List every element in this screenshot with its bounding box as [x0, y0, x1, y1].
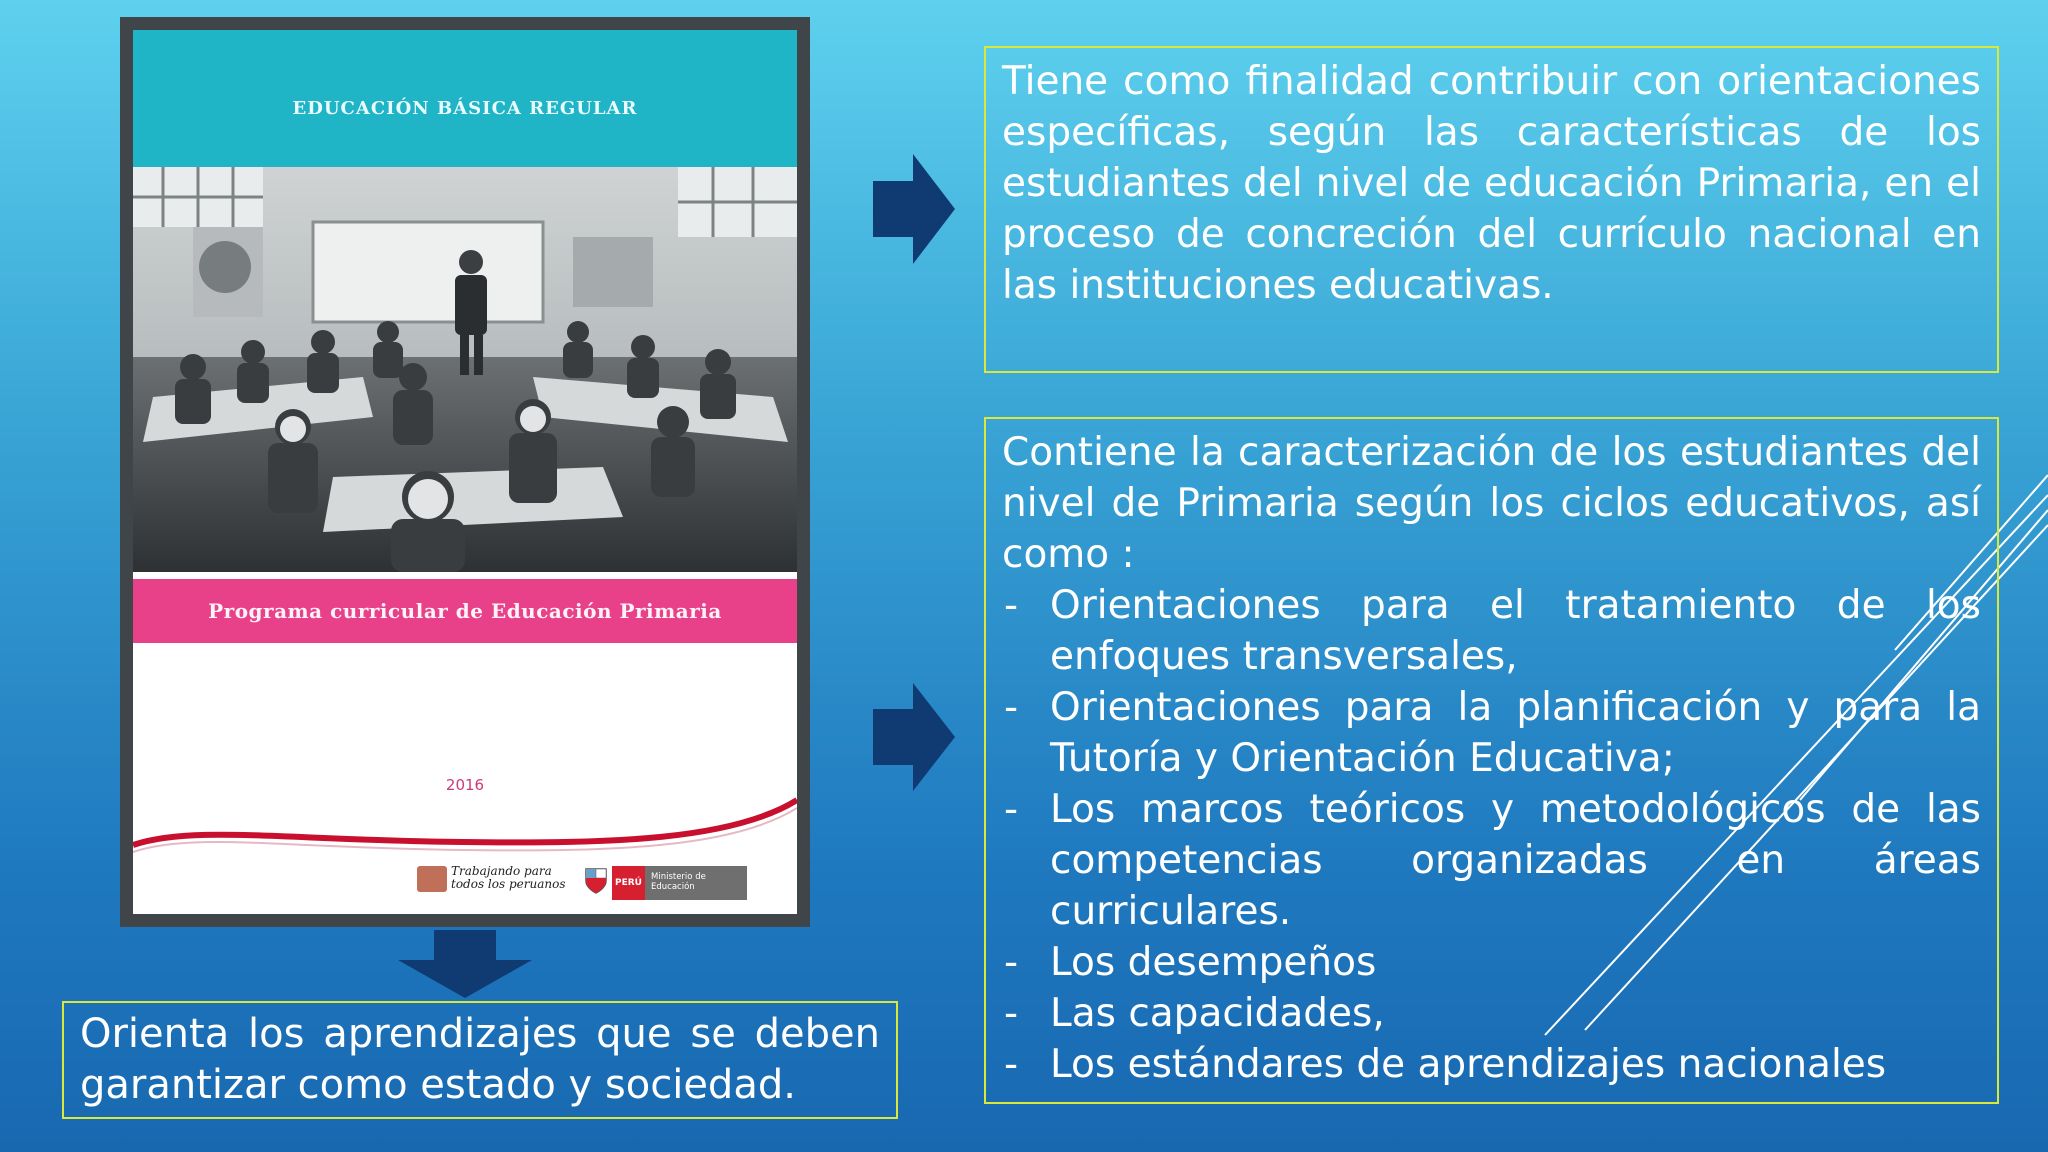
book-cover-frame	[120, 17, 810, 927]
list-item: - Los marcos teóricos y metodológicos de las competencias organizadas en áreas curriculares.	[1002, 784, 1981, 937]
cover-header-band	[133, 30, 797, 167]
contents-text-box	[984, 417, 1999, 1104]
book-cover	[133, 30, 797, 914]
arrow-down-icon	[398, 930, 532, 998]
arrow-right-icon-top	[873, 154, 955, 264]
purpose-text: Tiene como finalidad contribuir con orientaciones específicas, según las características de los estudiantes del nivel de educación Primaria, en el proceso de concreción del currículo nacional en las instituciones educativas.	[1002, 59, 1981, 308]
arrow-right-icon-bottom	[873, 683, 955, 791]
list-item: - Orientaciones para el tratamiento de los enfoques transversales,	[1002, 580, 1981, 682]
list-item: - Orientaciones para la planificación y para la Tutoría y Orientación Educativa;	[1002, 682, 1981, 784]
peru-coat-of-arms-icon	[583, 866, 609, 894]
contents-intro: Contiene la caracterización de los estudiantes del nivel de Primaria según los ciclos educativos, así como :	[1002, 430, 1981, 577]
ministry-logo: Ministerio de Educación	[645, 866, 747, 900]
peru-logo: PERÚ	[612, 866, 645, 900]
list-item: - Las capacidades,	[1002, 988, 1981, 1039]
orientation-text-box	[62, 1001, 898, 1119]
cover-slogan: Trabajando para todos los peruanos	[451, 864, 566, 891]
cover-title-text: Programa curricular de Educación Primaria	[208, 599, 722, 623]
contents-list	[1002, 580, 1981, 1090]
purpose-text-box	[984, 46, 1999, 373]
orientation-text: Orienta los aprendizajes que se deben garantizar como estado y sociedad.	[80, 1011, 880, 1108]
list-item: - Los estándares de aprendizajes nacionales	[1002, 1039, 1981, 1090]
slogan-photo-icon	[417, 866, 447, 892]
cover-title-band	[133, 579, 797, 643]
cover-year: 2016	[445, 776, 485, 794]
list-item: - Los desempeños	[1002, 937, 1981, 988]
cover-header-text: EDUCACIÓN BÁSICA REGULAR	[292, 98, 638, 119]
classroom-photo	[133, 167, 797, 572]
